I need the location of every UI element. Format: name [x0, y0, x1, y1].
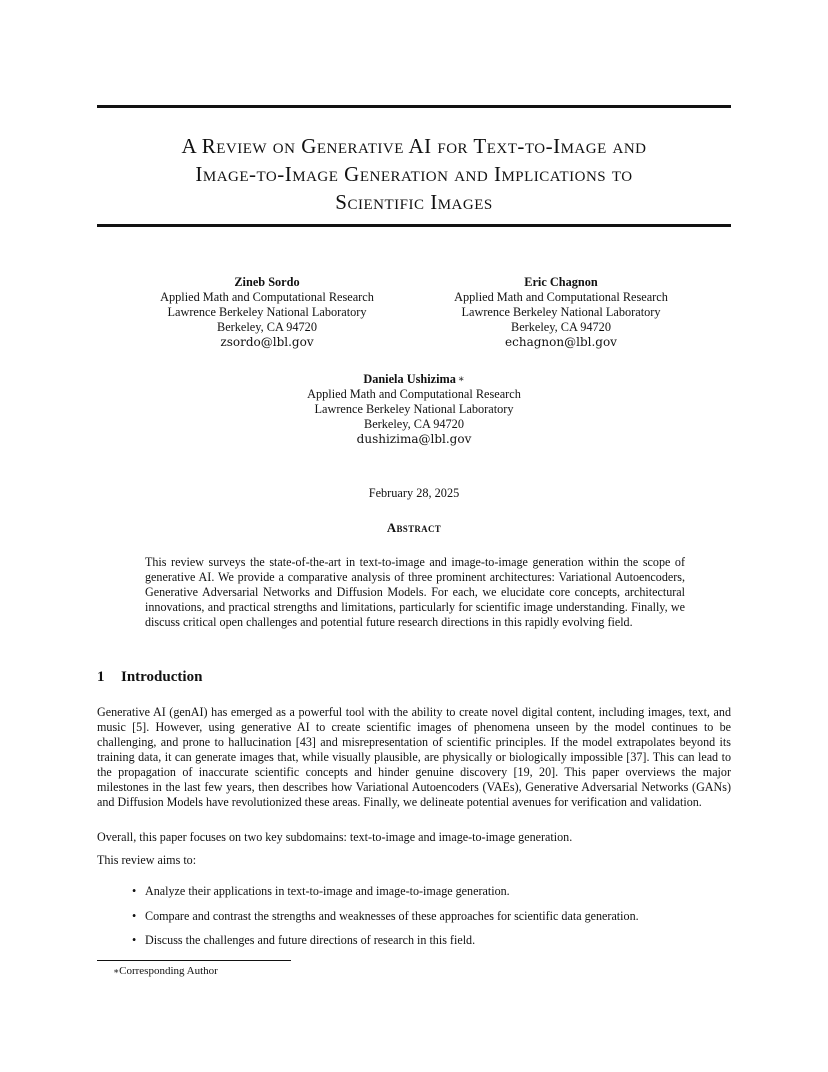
author-name: Eric Chagnon — [524, 275, 598, 289]
author-affiliation-lab: Lawrence Berkeley National Laboratory — [461, 305, 661, 319]
author-affiliation-dept: Applied Math and Computational Research — [307, 387, 521, 401]
author-email[interactable]: echagnon@lbl.gov — [505, 335, 617, 349]
title-line-1: A Review on Generative AI for Text-to-Image and — [181, 134, 647, 158]
abstract-heading: Abstract — [386, 521, 442, 535]
list-item-text: Discuss the challenges and future directions of research in this field. — [145, 933, 476, 947]
title-rule-top — [97, 105, 731, 108]
paper-title — [97, 132, 731, 216]
author-location: Berkeley, CA 94720 — [217, 320, 317, 334]
aims-list — [130, 884, 730, 958]
footnote-mark: ∗ — [113, 966, 120, 976]
footnote-text: Corresponding Author — [119, 965, 218, 977]
footnote-rule — [97, 960, 291, 961]
author-affiliation-lab: Lawrence Berkeley National Laboratory — [314, 402, 514, 416]
bullet-icon: • — [132, 884, 137, 898]
list-item — [130, 933, 730, 948]
publication-date: February 28, 2025 — [368, 486, 460, 500]
intro-paragraph-2: Overall, this paper focuses on two key subdomains: text-to-image and image-to-image generation. — [97, 830, 573, 844]
author-name — [284, 372, 544, 387]
section-title: Introduction — [121, 669, 203, 685]
list-item-text: Compare and contrast the strengths and weaknesses of these approaches for scientific data generation. — [145, 908, 639, 923]
intro-paragraph-1: Generative AI (genAI) has emerged as a powerful tool with the ability to create novel digital content, including images, text, and music [5]. However, using generative AI to create scientific images of phenomena unseen by the model continues to be challenging, and prone to hallucination [43] and misrepresentation of scientific principles. If the model extrapolates beyond its training data, it can generate images that, while visually plausible, are physically or biologically impossible [37]. This can lead to the propagation of inaccurate scientific concepts and hinder genuine discovery [19, 20]. This paper overviews the major milestones in the last few years, then describes how Variational Autoencoders (VAEs), Generative Adversarial Networks (GANs) and Diffusion Models have revolutionized these areas. Finally, we delineate potential avenues for verification and validation. — [97, 705, 731, 809]
title-line-2: Image-to-Image Generation and Implications to — [195, 162, 633, 186]
author-location: Berkeley, CA 94720 — [511, 320, 611, 334]
author-name: Zineb Sordo — [234, 275, 300, 289]
author-email[interactable]: dushizima@lbl.gov — [356, 432, 472, 446]
intro-paragraph-3: This review aims to: — [97, 853, 197, 867]
author-affiliation-dept: Applied Math and Computational Research — [454, 290, 668, 304]
author-location: Berkeley, CA 94720 — [364, 417, 464, 431]
author-affiliation-lab: Lawrence Berkeley National Laboratory — [167, 305, 367, 319]
bullet-icon: • — [132, 933, 137, 947]
list-item — [130, 884, 730, 899]
section-number: 1 — [97, 669, 105, 685]
title-rule-bottom — [97, 224, 731, 227]
author-affiliation-dept: Applied Math and Computational Research — [160, 290, 374, 304]
corresponding-author-mark: ∗ — [457, 374, 465, 385]
list-item-text: Analyze their applications in text-to-image and image-to-image generation. — [145, 884, 510, 898]
title-line-3: Scientific Images — [335, 190, 493, 214]
author-block-2 — [431, 275, 691, 350]
author-name-text: Daniela Ushizima — [363, 372, 456, 386]
author-block-3 — [284, 372, 544, 447]
bullet-icon: • — [132, 908, 137, 923]
section-heading — [97, 669, 202, 686]
list-item — [130, 909, 730, 924]
author-email[interactable]: zsordo@lbl.gov — [220, 335, 314, 349]
abstract-text: This review surveys the state-of-the-art in text-to-image and image-to-image generation within the scope of generative AI. We provide a comparative analysis of three prominent architectures: Variational Autoencoders, Generative Adversarial Networks and Diffusion Models. For each, we elucidate core concepts, architectural innovations, and practical strengths and limitations, particularly for scientific image understanding. Finally, we discuss critical open challenges and potential future research directions in this rapidly evolving field. — [145, 555, 685, 629]
author-block-1 — [137, 275, 397, 350]
footnote — [113, 964, 218, 978]
